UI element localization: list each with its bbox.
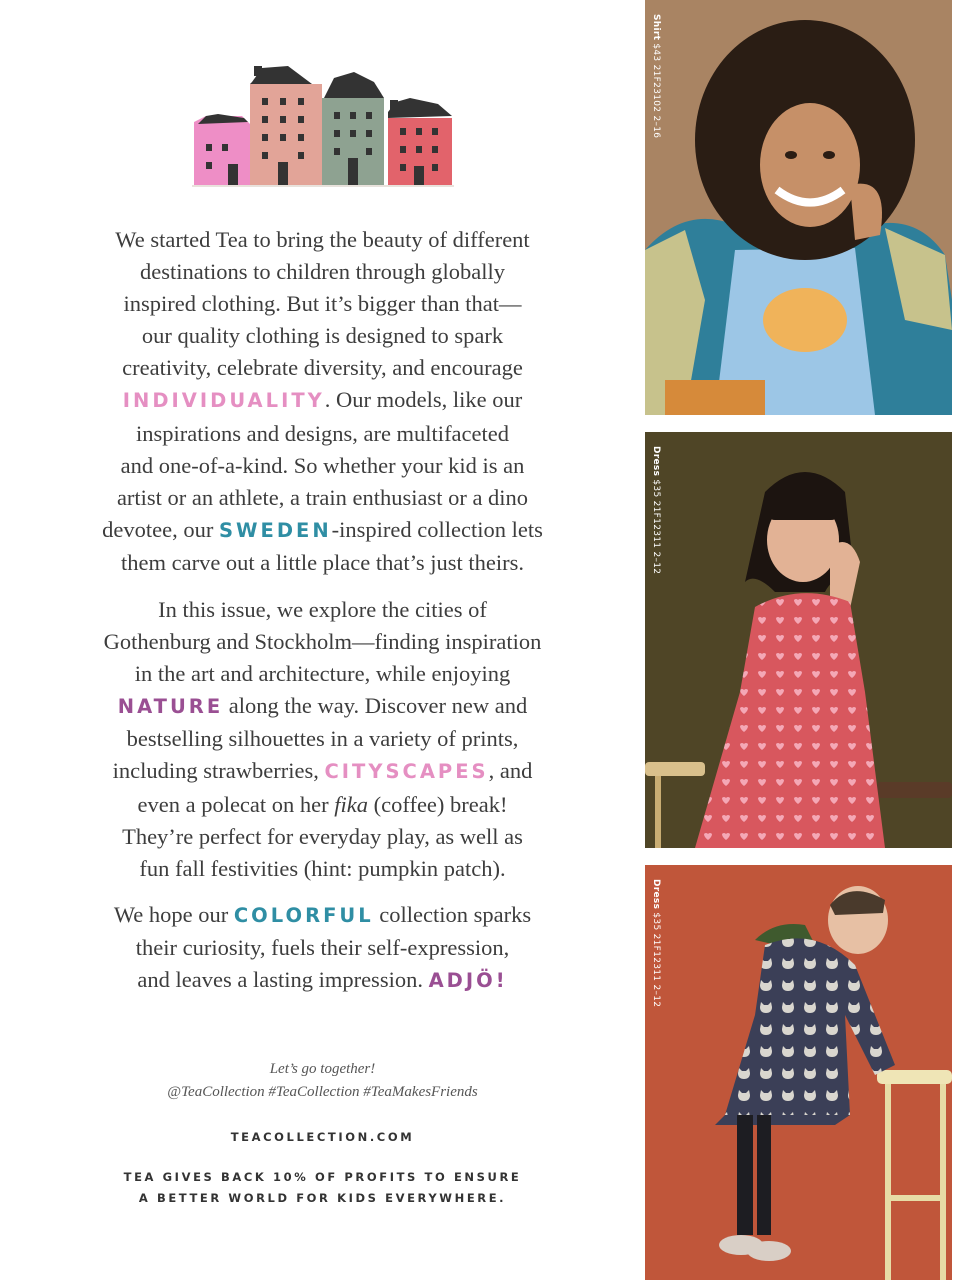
issue-paragraph: In this issue, we explore the cities of Gothenburg and Stockholm—finding inspiration in the art and architecture, while enjoying NATURE along the way. Discover new and bestselling silhouettes in a variety of prints, including strawberries, CITYSCAPES, and even a polecat on her fika (coffee) break! They’re perfect for everyday play, as well as fun fall festivities (hint: pumpkin patch). bbox=[103, 597, 542, 881]
hashtags: @TeaCollection #TeaCollection #TeaMakesFriends bbox=[167, 1084, 478, 1100]
product-caption-dress-hearts: Dress $35 21F12311 2–12 bbox=[651, 446, 661, 575]
keyword-adjo: ADJÖ! bbox=[428, 969, 508, 993]
keyword-individuality: INDIVIDUALITY bbox=[122, 389, 325, 413]
photo-girl-heart-dress bbox=[645, 432, 952, 848]
keyword-nature: NATURE bbox=[117, 695, 224, 719]
product-caption-shirt: Shirt $43 21F23102 2–16 bbox=[651, 14, 661, 139]
houses-illustration bbox=[188, 58, 458, 192]
social-block bbox=[60, 1058, 585, 1104]
fika-word: fika bbox=[334, 791, 369, 817]
keyword-cityscapes: CITYSCAPES bbox=[324, 760, 489, 784]
pink-house-icon bbox=[194, 114, 254, 186]
green-house-icon bbox=[322, 72, 384, 186]
give-back-statement: TEA GIVES BACK 10% OF PROFITS TO ENSURE A BETTER WORLD FOR KIDS EVERYWHERE. bbox=[123, 1170, 522, 1205]
closing-paragraph: We hope our COLORFUL collection sparks their curiosity, fuels their self-expression, and leaves a lasting impression. ADJÖ! bbox=[113, 902, 532, 993]
keyword-colorful: COLORFUL bbox=[233, 904, 374, 927]
tagline: Let’s go together! bbox=[269, 1061, 376, 1077]
intro-paragraph: We started Tea to bring the beauty of different destinations to children through globally inspired clothing. But it’s bigger than that— our quality clothing is designed to spark creativity, celebrate diversity, and encourage INDIVIDUALITY. Our models, like our inspirations and designs, are multifaceted and one-of-a-kind. So whether your kid is an artist or an athlete, a train enthusiast or a dino devotee, our SWEDEN-inspired collection lets them carve out a little place that’s just theirs. bbox=[102, 227, 543, 575]
photo-child-cat-dress bbox=[645, 865, 952, 1280]
red-house-icon bbox=[388, 98, 452, 186]
keyword-sweden: SWEDEN bbox=[218, 518, 332, 542]
product-caption-dress-cats: Dress $35 21F12311 2–12 bbox=[651, 879, 661, 1008]
website-link[interactable]: TEACOLLECTION.COM bbox=[230, 1130, 415, 1144]
photo-boy-plaid-shirt bbox=[645, 0, 952, 415]
tan-house-icon bbox=[250, 66, 322, 186]
